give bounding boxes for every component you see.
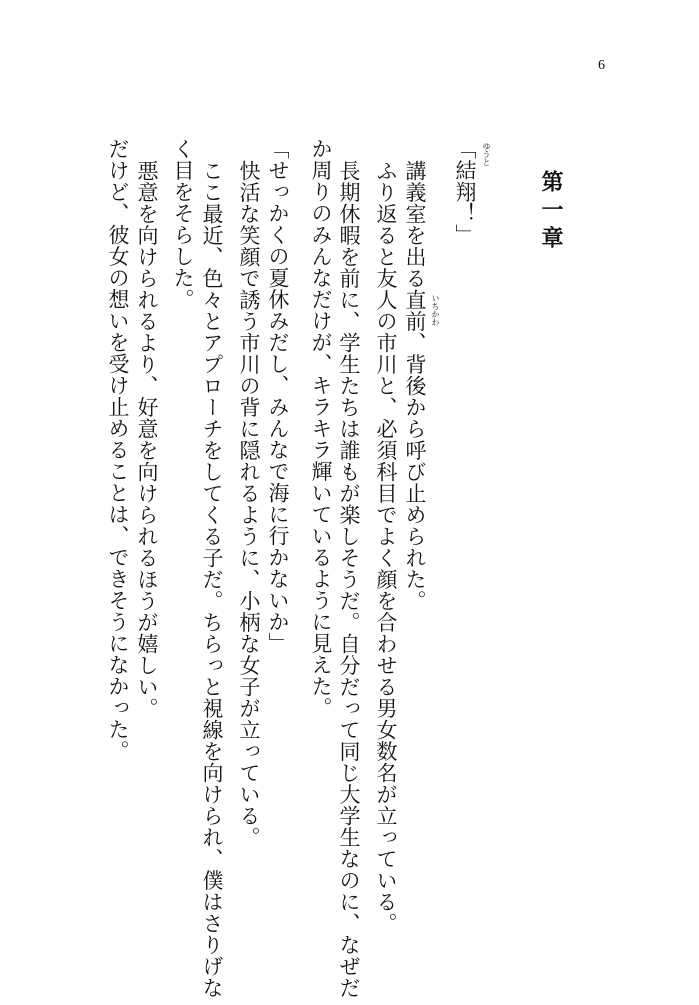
- text-column-11: だけど、彼女の想いを受け止めることは、できそうになかった。: [106, 138, 130, 762]
- text-column-8: ここ最近、色々とアプローチをしてくる子だ。ちらっと視線を向けられ、僕はさりげな: [200, 160, 224, 999]
- ruby-yuuto: ゆうと: [482, 142, 491, 166]
- text-column-6: 「せっかくの夏休みだし、みんなで海に行かないか」: [266, 138, 290, 654]
- text-column-9: く目をそらした。: [171, 138, 195, 310]
- text-column-1: 「結翔！」: [453, 138, 477, 246]
- text-column-4: 長期休暇を前に、学生たちは誰もが楽しそうだ。自分だって同じ大学生なのに、なぜだ: [337, 160, 361, 999]
- page-number: 6: [598, 58, 605, 73]
- chapter-title: 第一章: [538, 170, 564, 254]
- text-column-2: 講義室を出る直前、背後から呼び止められた。: [403, 160, 427, 612]
- text-column-3: ふり返ると友人の市川と、必須科目でよく顔を合わせる男女数名が立っている。: [374, 160, 398, 934]
- text-column-10: 悪意を向けられるより、好意を向けられるほうが嬉しい。: [135, 160, 159, 719]
- text-column-5: か周りのみんなだけが、キラキラ輝いているように見えた。: [309, 138, 333, 719]
- ruby-ichikawa: いちかわ: [431, 294, 440, 326]
- text-column-7: 快活な笑顔で誘う市川の背に隠れるように、小柄な女子が立っている。: [237, 160, 261, 848]
